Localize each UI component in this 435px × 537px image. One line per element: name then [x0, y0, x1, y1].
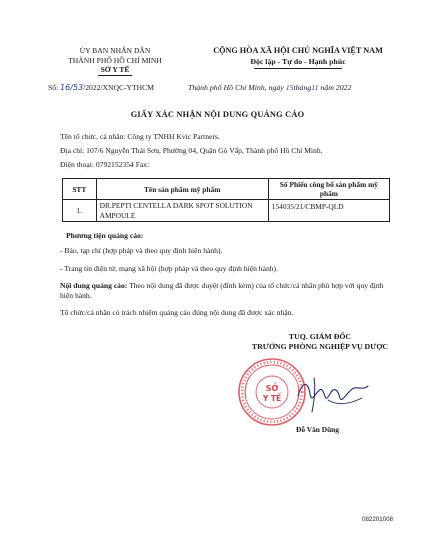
table-row: [63, 200, 390, 222]
date-day: 15: [285, 83, 294, 92]
cell-notice-number: 154035/21/CBMP-QLD: [268, 200, 389, 222]
header-product-name: Tên sản phẩm mỹ phẩm: [96, 179, 268, 200]
doc-number-suffix: /2022/XNQC-YTHCM: [83, 83, 154, 92]
stamp-text-top: SỞ: [265, 384, 279, 393]
signature-line-1: TUQ. GIÁM ĐỐC: [288, 332, 352, 341]
stamp-text-bottom: Y TẾ: [262, 394, 282, 403]
cell-stt: 1.: [63, 200, 97, 222]
means-item-1: - Báo, tạp chí (hợp pháp và theo quy định hiện hành).: [60, 246, 223, 255]
table-header-row: [63, 179, 390, 200]
cell-product-name: DR.PEPTI CENTELLA DARK SPOT SOLUTION AMPOULE: [96, 200, 268, 222]
date-mid: tháng: [293, 83, 312, 92]
date-suffix: năm 2022: [320, 83, 352, 92]
document-title: GIẤY XÁC NHẬN NỘI DUNG QUẢNG CÁO: [130, 110, 305, 119]
content-text: Theo nội dung đã được duyệt (đính kèm) của tổ chức/cá nhân phù hợp với quy định hiện hành.: [60, 281, 384, 300]
national-motto: Độc lập - Tự do - Hạnh phúc: [250, 56, 346, 66]
handwritten-signature: [265, 360, 378, 420]
organization-line: Tên tổ chức, cá nhân: Công ty TNHH Kvic Partners.: [60, 132, 220, 141]
date-prefix: Thành phố Hồ Chí Minh, ngày: [188, 83, 284, 92]
date-month: 11: [311, 83, 319, 92]
authority-line-2: THÀNH PHỐ HỒ CHÍ MINH: [68, 55, 162, 65]
document-code: 082201008: [362, 516, 393, 523]
national-title: CỘNG HÒA XÃ HỘI CHỦ NGHĨA VIỆT NAM: [213, 46, 383, 55]
authority-line-1: ỦY BAN NHÂN DÂN: [79, 46, 151, 55]
responsibility-text: Tổ chức/cá nhân có trách nhiệm quảng cáo đúng nội dung đã được xác nhận.: [60, 308, 294, 317]
issuing-authority: [40, 46, 190, 75]
national-header: [188, 46, 408, 67]
means-heading: Phương tiện quảng cáo:: [66, 231, 144, 240]
document-number: [48, 83, 154, 92]
motto-underline: [254, 68, 342, 69]
responsibility-line: [60, 308, 390, 318]
content-label: Nội dung quảng cáo:: [60, 281, 128, 290]
address-line: Địa chỉ: 107/6 Nguyễn Thái Sơn, Phường 04, Quận Gò Vấp, Thành phố Hồ Chí Minh.: [60, 146, 323, 155]
header-stt: STT: [63, 179, 97, 200]
authority-line-3: SỞ Y TẾ: [100, 65, 130, 75]
authority-underline: [98, 75, 132, 76]
signature-title: [240, 332, 400, 352]
signature-line-2: TRƯỞNG PHÒNG NGHIỆP VỤ DƯỢC: [251, 342, 389, 351]
means-item-2: - Trang tin điện tử, mạng xã hội (hợp pháp và theo quy định hiện hành).: [60, 264, 278, 273]
phone-line: Điện thoại: 0792152354 Fax:: [60, 160, 150, 169]
signer-name: Đỗ Văn Dũng: [296, 425, 339, 434]
product-table: [62, 178, 390, 222]
doc-number-handwritten: 16/53: [60, 83, 84, 92]
doc-number-prefix: Số:: [48, 83, 59, 92]
document-date: [188, 83, 351, 92]
content-paragraph: [60, 281, 390, 301]
header-notice-number: Số Phiếu công bố sản phẩm mỹ phẩm: [268, 179, 389, 200]
